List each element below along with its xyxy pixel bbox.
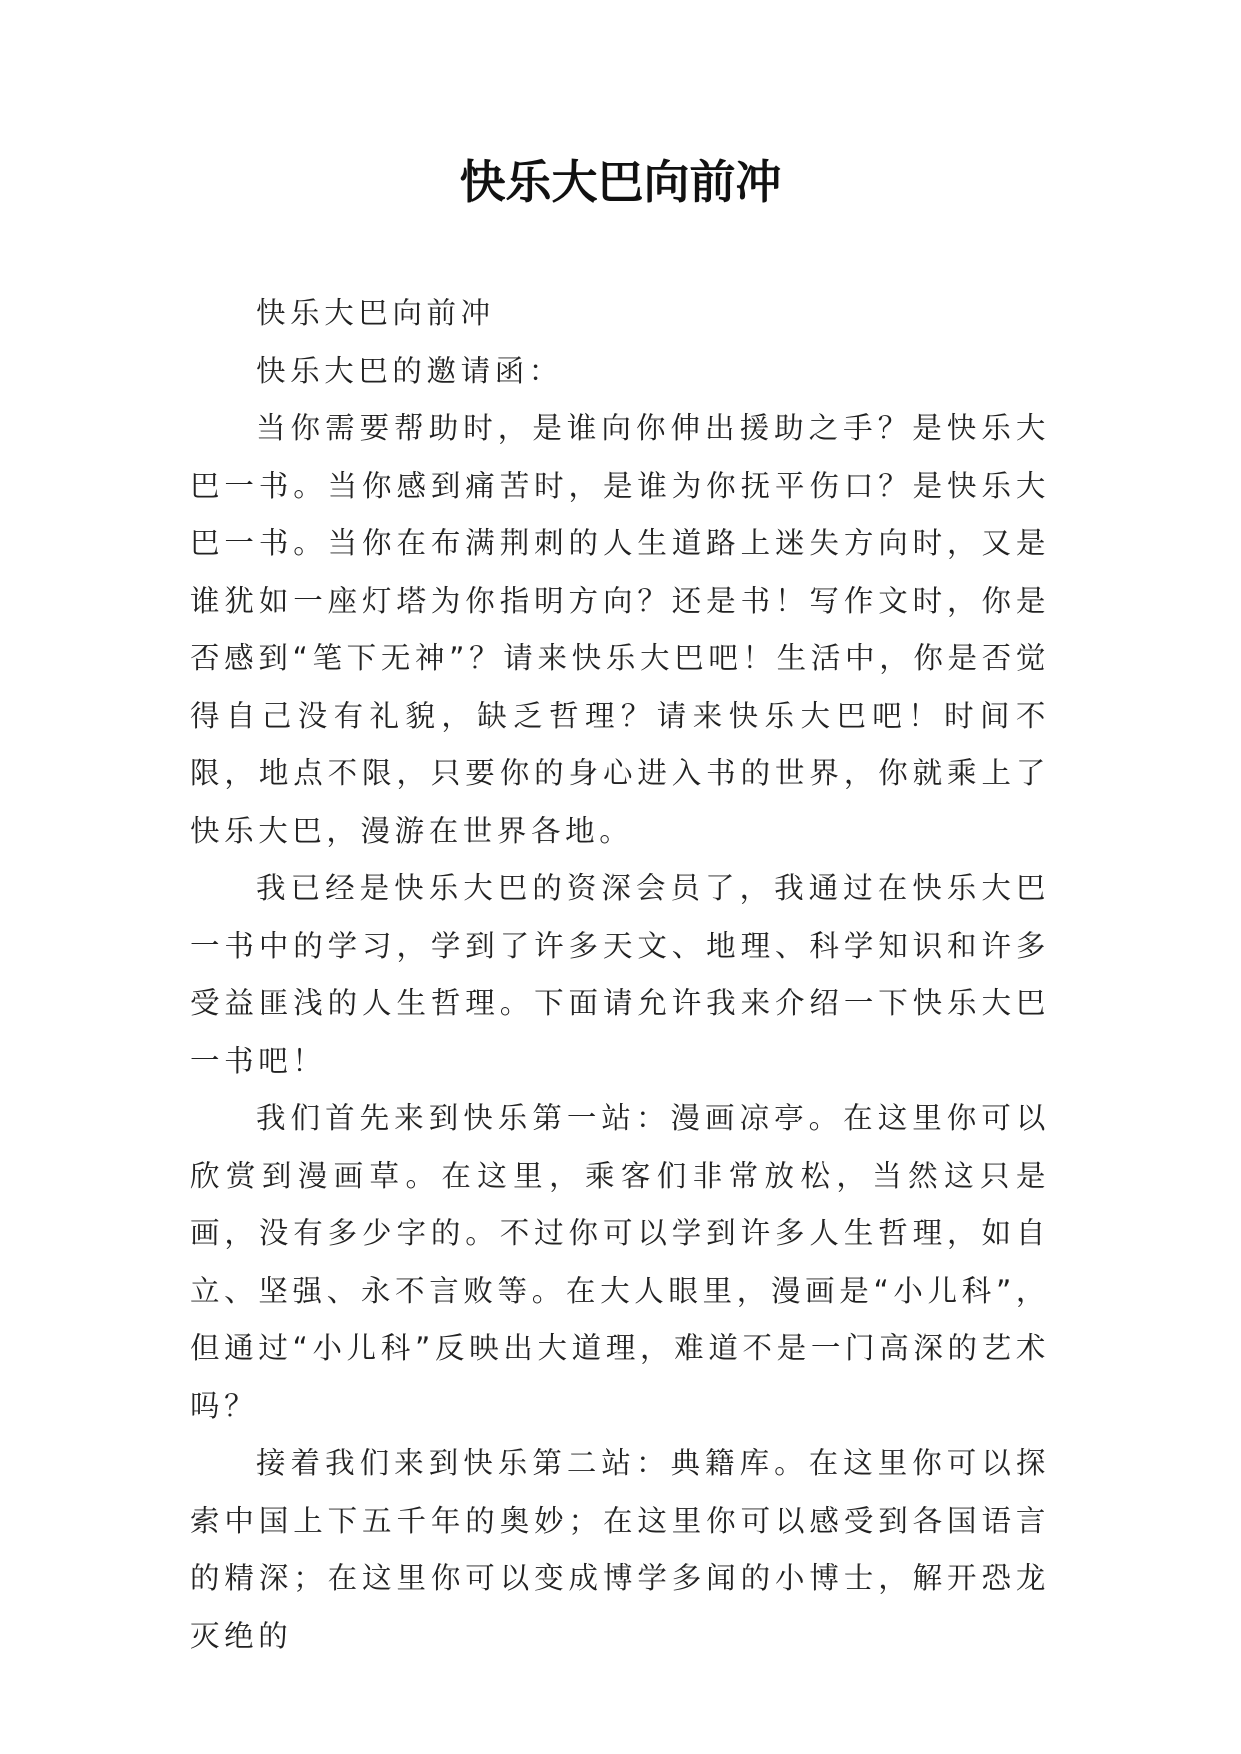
- paragraph: 快乐大巴的邀请函：: [256, 353, 563, 388]
- paragraph: 我们首先来到快乐第一站：漫画凉亭。在这里你可以欣赏到漫画草。在这里，乘客们非常放松，当然这只是画，没有多少字的。不过你可以学到许多人生哲理，如自立、坚强、永不言败等。在大人眼里，漫画是“小儿科”，但通过“小儿科”反映出大道理，难道不是一门高深的艺术吗？: [190, 1101, 1050, 1423]
- paragraph: 我已经是快乐大巴的资深会员了，我通过在快乐大巴一书中的学习，学到了许多天文、地理、科学知识和许多受益匪浅的人生哲理。下面请允许我来介绍一下快乐大巴一书吧！: [190, 871, 1050, 1078]
- document-body: [190, 285, 1050, 1665]
- document-title: 快乐大巴向前冲: [459, 155, 782, 209]
- paragraph: 当你需要帮助时，是谁向你伸出援助之手？是快乐大巴一书。当你感到痛苦时，是谁为你抚平伤口？是快乐大巴一书。当你在布满荆刺的人生道路上迷失方向时，又是谁犹如一座灯塔为你指明方向？还是书！写作文时，你是否感到“笔下无神”？请来快乐大巴吧！生活中，你是否觉得自己没有礼貌，缺乏哲理？请来快乐大巴吧！时间不限，地点不限，只要你的身心进入书的世界，你就乘上了快乐大巴，漫游在世界各地。: [190, 411, 1050, 848]
- paragraph: 接着我们来到快乐第二站：典籍库。在这里你可以探索中国上下五千年的奥妙；在这里你可以感受到各国语言的精深；在这里你可以变成博学多闻的小博士，解开恐龙灭绝的: [190, 1446, 1050, 1653]
- paragraph: 快乐大巴向前冲: [256, 296, 495, 330]
